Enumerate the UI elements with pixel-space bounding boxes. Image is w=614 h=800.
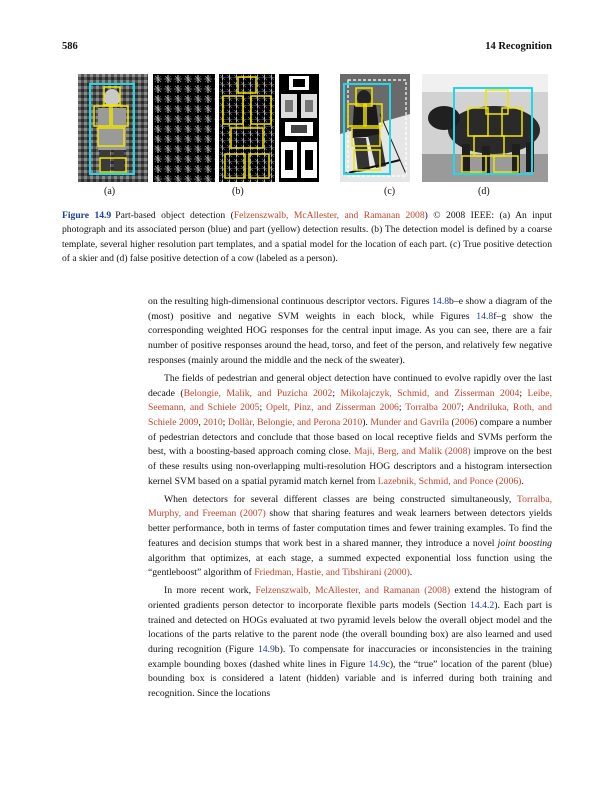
text: ). Each part is trained and detected on HOGs evaluated at two pyramid levels below the overall object model and the locations of the parts relative to the parent node (the overall bounding box) are also learned and used during recognition (Figure [148, 599, 553, 656]
text: ; [259, 402, 267, 414]
citation-link[interactable]: 2006 [454, 416, 475, 428]
text: In more recent work, [164, 585, 256, 597]
text: c), the “true” location of the parent (blue) bounding box is considered a latent (hidden) variable and is inferred during both training and recognition. Since the locations [148, 658, 552, 700]
text: . [521, 475, 524, 487]
citation-link[interactable]: Belongie, Malik, and Puzicha 2002 [183, 387, 333, 399]
paragraph-1 [148, 295, 552, 369]
text: ( [449, 416, 455, 428]
text: b–e show a diagram of the (most) positive and negative SVM weights in each block, while Figures [148, 296, 553, 322]
figure-14-9 [78, 74, 548, 182]
citation-link[interactable]: Andriluka, Roth, and Schiele 2009 [148, 402, 552, 428]
citation-link[interactable]: Dollàr, Belongie, and Perona 2010 [227, 416, 363, 428]
paragraph-2 [148, 372, 552, 490]
text: show that sharing features and weak learners between detectors yields better performance, both in terms of faster computation times and fewer training examples. To find the features and decision stumps that work best in a shared manner, they introduce a novel [148, 508, 552, 549]
text: ). [362, 416, 371, 428]
paragraph-4 [148, 584, 552, 702]
page-number: 586 [62, 41, 78, 52]
citation-link[interactable]: Felzenszwalb, McAllester, and Ramanan (2008) [255, 585, 451, 597]
sub-label-b: (b) [232, 186, 244, 197]
figure-ref-link[interactable]: 14.9 [257, 644, 275, 656]
hog-part-templates [219, 74, 275, 182]
panel-c-image [340, 74, 410, 182]
text: The fields of pedestrian and general object detection have continued to evolve rapidly over the last decade ( [148, 372, 552, 399]
running-header: 14 Recognition [485, 41, 552, 52]
figure-caption [62, 209, 552, 267]
citation-link[interactable]: Opelt, Pinz, and Zisserman 2006 [266, 402, 399, 414]
citation-link[interactable]: Leibe, Seemann, and Schiele 2005 [148, 387, 552, 414]
citation-link[interactable]: Maji, Berg, and Malik (2008) [353, 446, 471, 458]
citation-link[interactable]: Torralba 2007 [405, 402, 462, 414]
panel-c-skier [340, 74, 410, 182]
caption-text: ) © 2008 IEEE: (a) An input photograph and its associated person (blue) and part (yellow) detection results. (b) The detection model is defined by a coarse template, several higher resolution part templates, and a spatial model for the location of each part. (c) True positive detection of a skier and (d) false positive detection of a cow (labeled as a person). [62, 210, 552, 265]
caption-text: Part-based object detection ( [115, 210, 234, 221]
text: algorithm that optimizes, at each stage, a summed expected exponential loss function using the “gentleboost” algorithm of [148, 552, 552, 579]
text: ; [461, 402, 468, 414]
text: ) compare a number of pedestrian detectors and conclude that those based on local receptive fields and SVMs perform the best, with a boosting-based approach coming close. [148, 416, 552, 458]
panel-b-root-template [153, 74, 215, 182]
panel-b-spatial-model [279, 74, 319, 182]
sub-label-d: (d) [478, 186, 490, 197]
panel-a-photo [78, 74, 148, 182]
paragraph-3 [148, 493, 552, 581]
text: . [409, 567, 413, 579]
text: ; [332, 387, 341, 399]
text: , [198, 416, 204, 428]
citation-link[interactable]: Torralba, Murphy, and Freeman (2007) [148, 493, 552, 520]
figure-sub-labels [0, 186, 614, 200]
figure-ref-link[interactable]: 14.9 [368, 658, 386, 670]
citation-link[interactable]: 2010 [203, 416, 223, 428]
panel-b-part-templates [219, 74, 275, 182]
text: on the resulting high-dimensional continuous descriptor vectors. Figures [148, 296, 433, 307]
citation-link[interactable]: Felzenszwalb, McAllester, and Ramanan 2008 [233, 210, 425, 221]
panel-d-image [422, 74, 548, 182]
text: b). To compensate for inaccuracies or inconsistencies in the training example bounding boxes (dashed white lines in Figure [148, 644, 553, 670]
body-text [148, 295, 552, 705]
citation-link[interactable]: Lazebnik, Schmid, and Ponce (2006) [377, 475, 522, 487]
text: When detectors for several different classes are being constructed simultaneously, [164, 493, 517, 505]
text: extend the histogram of oriented gradients person detector to incorporate flexible parts models (Section [148, 585, 552, 611]
figure-ref-link[interactable]: 14.8 [476, 310, 494, 322]
section-ref-link[interactable]: 14.4.2 [470, 599, 495, 611]
citation-link[interactable]: Mikolajczyk, Schmid, and Zisserman 2004 [340, 387, 520, 399]
spatial-model [279, 74, 319, 182]
sub-label-c: (c) [384, 186, 396, 197]
panel-a-image [78, 74, 148, 182]
figure-ref-link[interactable]: 14.8 [432, 296, 450, 307]
citation-link[interactable]: Munder and Gavrila [370, 416, 449, 428]
hog-root-template [153, 74, 215, 182]
text: ; [222, 416, 228, 428]
figure-label: Figure 14.9 [62, 210, 112, 221]
text: ; [398, 402, 406, 414]
text: ; [519, 387, 528, 399]
panel-d-cow [422, 74, 548, 182]
text: improve on the best of these results using non-overlapping multi-resolution HOG descriptors and a histogram intersection kernel SVM based on a spatial pyramid match kernel from [148, 446, 552, 487]
citation-link[interactable]: Friedman, Hastie, and Tibshirani (2000) [254, 567, 410, 579]
text: f–g show the corresponding weighted HOG responses for the central input image. As you can see, there are a fair number of positive responses around the head, torso, and feet of the person, and relatively few negative responses (mainly around the middle and the neck of the sweater). [148, 310, 552, 366]
sub-label-a: (a) [104, 186, 116, 197]
emphasis: joint boosting [497, 537, 552, 549]
